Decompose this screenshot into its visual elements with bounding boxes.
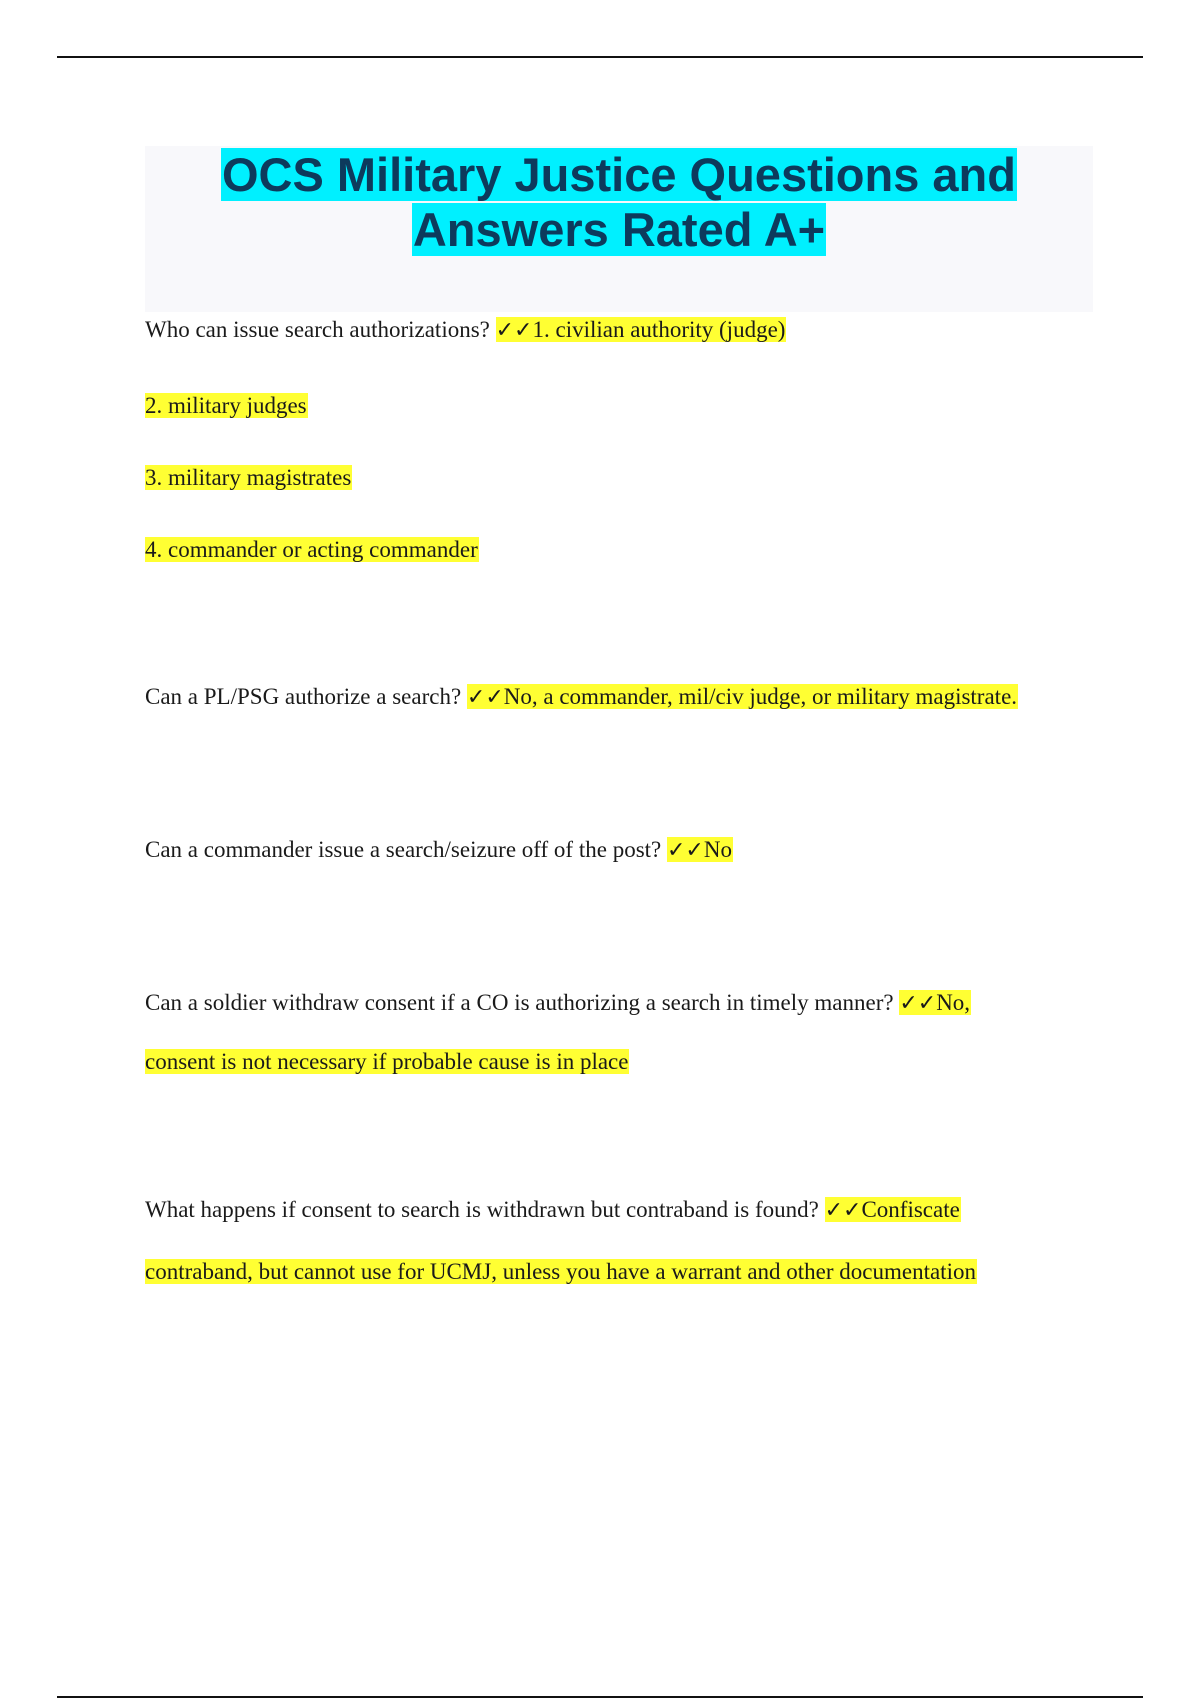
answer-line (145, 463, 352, 493)
answer-text: 4. commander or acting commander (145, 537, 478, 562)
title-line-2: Answers Rated A+ (412, 203, 826, 256)
qa-item-4 (145, 988, 971, 1019)
answer-line (145, 535, 479, 565)
bottom-rule (57, 1696, 1143, 1698)
answer-highlight (899, 990, 971, 1015)
double-check-icon: ✓✓ (495, 318, 533, 343)
question-text: Can a soldier withdraw consent if a CO is authorizing a search in timely manner? (145, 990, 894, 1015)
answer-text: consent is not necessary if probable cause is in place (145, 1049, 629, 1074)
double-check-icon: ✓✓ (824, 1198, 862, 1223)
answer-highlight (667, 837, 733, 862)
question-text: What happens if consent to search is withdrawn but contraband is found? (145, 1197, 819, 1222)
answer-text: 1. civilian authority (judge) (532, 317, 786, 342)
answer-highlight (496, 317, 787, 342)
double-check-icon: ✓✓ (899, 991, 937, 1016)
answer-text: No, a commander, mil/civ judge, or military magistrate. (503, 684, 1018, 709)
question-text: Can a PL/PSG authorize a search? (145, 684, 462, 709)
title-block (145, 146, 1093, 312)
answer-text: 2. military judges (145, 393, 307, 418)
answer-highlight (825, 1197, 961, 1222)
answer-text: 3. military magistrates (145, 465, 352, 490)
answer-line (145, 1047, 629, 1077)
top-rule (57, 56, 1143, 58)
answer-text: contraband, but cannot use for UCMJ, unless you have a warrant and other documentation (145, 1259, 976, 1284)
qa-item-1 (145, 315, 786, 346)
qa-item-5 (145, 1195, 961, 1226)
title-line-1: OCS Military Justice Questions and (222, 148, 1016, 201)
qa-item-2 (145, 682, 1018, 713)
double-check-icon: ✓✓ (466, 685, 504, 710)
double-check-icon: ✓✓ (667, 838, 704, 863)
document-title (145, 146, 1093, 257)
qa-item-3 (145, 835, 733, 866)
answer-text: No, (936, 990, 971, 1015)
answer-line (145, 391, 308, 421)
answer-highlight (467, 684, 1018, 709)
question-text: Who can issue search authorizations? (145, 317, 490, 342)
answer-text: Confiscate (861, 1197, 960, 1222)
question-text: Can a commander issue a search/seizure off of the post? (145, 837, 662, 862)
answer-line (145, 1257, 977, 1287)
answer-text: No (703, 837, 732, 862)
